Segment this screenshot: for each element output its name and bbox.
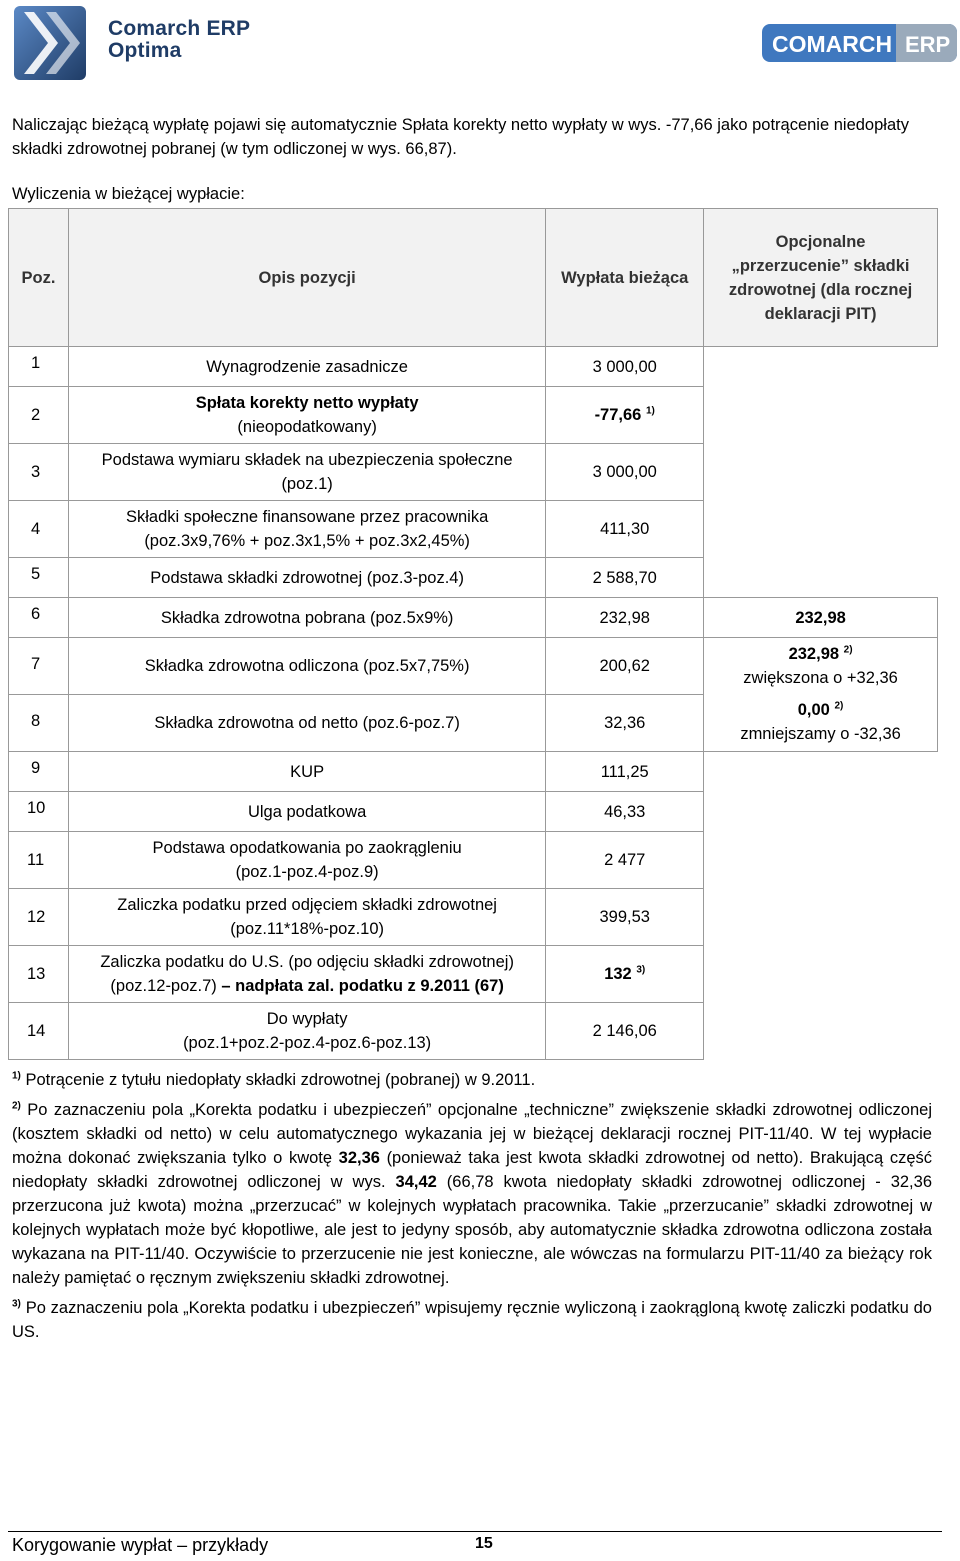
row-desc-line1: Do wypłaty <box>266 1010 348 1028</box>
footnote-2-part3: (66,78 kwota niedopłaty składki zdrowotnej odliczonej - 32,36 przerzucona już kwota) można „przerzucać” w kolejnych wypłatach pracownika. Takie „przerzucanie” składki zdrowotnej w kolejnych wypłatach może być kłopotliwe, ale jest to jedyny sposób, aby automatycznie składka zdrowotna odliczona została wykazana na PIT-11/40. Oczywiście to przerzucenie nie jest konieczne, ale wówczas na formularzu PIT-11/40 za bieżący rok należy pamiętać o ręcznym zwiększeniu składki zdrowotnej. <box>12 1173 932 1287</box>
optional-8-amount: 0,00 <box>797 701 830 719</box>
comarch-erp-logo-icon <box>762 22 957 64</box>
row-value: 2 477 <box>546 832 704 889</box>
footnote-2-part2: (ponieważ taka jest kwota składki zdrowotnej od netto). Brakującą część niedopłaty składki zdrowotnej odliczonej w wys. <box>12 1149 932 1191</box>
row-value: 399,53 <box>546 889 704 946</box>
row-desc: Ulga podatkowa <box>68 792 545 832</box>
row-desc-line2: (poz.1) <box>281 475 333 493</box>
footnote-3-text: Po zaznaczeniu pola „Korekta podatku i ubezpieczeń” wpisujemy ręcznie wyliczoną i zaokrągloną kwotę zaliczki podatku do US. <box>12 1299 932 1341</box>
optional-7-footnote: 2) <box>843 644 853 656</box>
comarch-erp-optima-logo-icon <box>14 6 86 80</box>
footnote-1-text: Potrącenie z tytułu niedopłaty składki zdrowotnej (pobranej) w 9.2011. <box>25 1071 536 1089</box>
row-desc: Podstawa składki zdrowotnej (poz.3-poz.4) <box>68 558 545 598</box>
header-optional: Opcjonalne „przerzucenie” składki zdrowotnej (dla rocznej deklaracji PIT) <box>704 209 938 347</box>
section-title: Wyliczenia w bieżącej wypłacie: <box>12 185 245 203</box>
row-desc <box>68 387 545 444</box>
header-desc: Opis pozycji <box>68 209 545 347</box>
table-row <box>9 752 938 792</box>
page-number: 15 <box>475 1535 493 1552</box>
row-desc <box>68 889 545 946</box>
row-desc-line1: Podstawa wymiaru składek na ubezpieczenia społeczne <box>101 451 513 469</box>
footnote-2-bold1: 32,36 <box>338 1149 380 1167</box>
logo-right-word: COMARCH <box>772 31 893 57</box>
row-desc-line2: (poz.1+poz.2-poz.4-poz.6-poz.13) <box>183 1034 432 1052</box>
row-value: 200,62 <box>546 638 704 695</box>
row-value-footnote: 3) <box>636 964 646 976</box>
row-desc: Składka zdrowotna pobrana (poz.5x9%) <box>68 598 545 638</box>
footnote-2-bold2: 34,42 <box>395 1173 437 1191</box>
row-pos: 6 <box>9 598 69 638</box>
page-header <box>0 0 960 90</box>
table-header-row <box>9 209 938 347</box>
row-value: 111,25 <box>546 752 704 792</box>
row-desc-line2: (poz.1-poz.4-poz.9) <box>235 863 379 881</box>
optional-7-note: zwiększona o +32,36 <box>743 669 898 687</box>
row-desc <box>68 1003 545 1060</box>
row-optional-empty <box>704 832 938 1060</box>
row-value: 32,36 <box>546 695 704 752</box>
row-value: 2 588,70 <box>546 558 704 598</box>
row-desc: Składka zdrowotna od netto (poz.6-poz.7) <box>68 695 545 752</box>
row-pos: 2 <box>9 387 69 444</box>
row-optional-adjustments <box>704 638 938 752</box>
table-row <box>9 832 938 889</box>
row-value-text: -77,66 <box>594 406 642 424</box>
row-pos: 14 <box>9 1003 69 1060</box>
optional-8-value <box>708 698 933 722</box>
intro-paragraph: Naliczając bieżącą wypłatę pojawi się automatycznie Spłata korekty netto wypłaty w wys. -77,66 jako potrącenie niedopłaty składki zdrowotnej pobranej (w tym odliczonej w wys. 66,87). <box>12 116 909 158</box>
optional-7-value <box>708 642 933 666</box>
row-desc-line1: Składki społeczne finansowane przez pracownika <box>125 508 489 526</box>
brand-line-1: Comarch ERP <box>108 17 251 40</box>
row-value <box>546 946 704 1003</box>
footnote-1 <box>12 1068 932 1092</box>
row-value: 411,30 <box>546 501 704 558</box>
row-desc-line2: (poz.3x9,76% + poz.3x1,5% + poz.3x2,45%) <box>144 532 470 550</box>
footnote-2-part1: Po zaznaczeniu pola „Korekta podatku i ubezpieczeń” opcjonalne „techniczne” zwiększenie składki zdrowotnej odliczonej (kosztem składki od netto) w celu automatycznego wykazania jej w bieżącej deklaracji rocznej PIT-11/40. W tej wypłacie można dokonać zwiększania tylko o kwotę <box>12 1101 932 1167</box>
row-desc <box>68 501 545 558</box>
row-pos: 11 <box>9 832 69 889</box>
footnotes <box>12 1068 932 1344</box>
row-desc-line2: (poz.11*18%-poz.10) <box>230 920 385 938</box>
row-desc-line2-text: (poz.12-poz.7) <box>110 977 217 995</box>
brand-name <box>108 18 250 62</box>
logo-right-badge: ERP <box>905 32 951 57</box>
row-value: 2 146,06 <box>546 1003 704 1060</box>
footer-title: Korygowanie wypłat – przykłady <box>12 1535 269 1555</box>
row-optional-empty <box>704 347 938 598</box>
optional-8-note: zmniejszamy o -32,36 <box>740 725 901 743</box>
row-desc-line1: Spłata korekty netto wypłaty <box>195 394 419 412</box>
row-pos: 3 <box>9 444 69 501</box>
row-desc-line1: Zaliczka podatku do U.S. (po odjęciu składki zdrowotnej) <box>100 953 514 971</box>
row-desc-line2 <box>73 974 541 998</box>
header-pos: Poz. <box>9 209 69 347</box>
optional-8-footnote: 2) <box>834 700 844 712</box>
row-pos: 4 <box>9 501 69 558</box>
row-pos: 13 <box>9 946 69 1003</box>
row-desc-line1: Zaliczka podatku przed odjęciem składki zdrowotnej <box>117 896 497 914</box>
row-optional: 232,98 <box>704 598 938 638</box>
row-value-footnote: 1) <box>645 405 655 417</box>
brand-line-2: Optima <box>108 39 182 62</box>
row-pos: 5 <box>9 558 69 598</box>
row-value: 232,98 <box>546 598 704 638</box>
table-row <box>9 347 938 387</box>
row-desc <box>68 832 545 889</box>
header-value: Wypłata bieżąca <box>546 209 704 347</box>
row-value-text: 132 <box>604 965 632 983</box>
row-value: 46,33 <box>546 792 704 832</box>
row-pos: 8 <box>9 695 69 752</box>
footnote-2-mark: 2) <box>12 1100 21 1112</box>
row-desc-line2: (nieopodatkowany) <box>237 418 377 436</box>
row-desc-line2-note: – nadpłata zal. podatku z 9.2011 (67) <box>221 977 504 995</box>
footnote-2 <box>12 1098 932 1290</box>
row-value: 3 000,00 <box>546 444 704 501</box>
footnote-3-mark: 3) <box>12 1298 21 1310</box>
footer-divider <box>8 1531 942 1532</box>
row-desc <box>68 946 545 1003</box>
row-desc: Składka zdrowotna odliczona (poz.5x7,75%) <box>68 638 545 695</box>
row-desc: Wynagrodzenie zasadnicze <box>68 347 545 387</box>
row-value <box>546 387 704 444</box>
row-pos: 9 <box>9 752 69 792</box>
calculation-table <box>8 208 938 1060</box>
footnote-1-mark: 1) <box>12 1070 21 1082</box>
row-pos: 10 <box>9 792 69 832</box>
table-row <box>9 638 938 695</box>
row-value: 3 000,00 <box>546 347 704 387</box>
table-row <box>9 598 938 638</box>
footnote-3 <box>12 1296 932 1344</box>
row-optional-empty <box>704 752 938 832</box>
optional-7-amount: 232,98 <box>788 645 840 663</box>
row-desc-line1: Podstawa opodatkowania po zaokrągleniu <box>152 839 462 857</box>
row-pos: 1 <box>9 347 69 387</box>
row-desc <box>68 444 545 501</box>
row-pos: 12 <box>9 889 69 946</box>
row-desc: KUP <box>68 752 545 792</box>
row-pos: 7 <box>9 638 69 695</box>
